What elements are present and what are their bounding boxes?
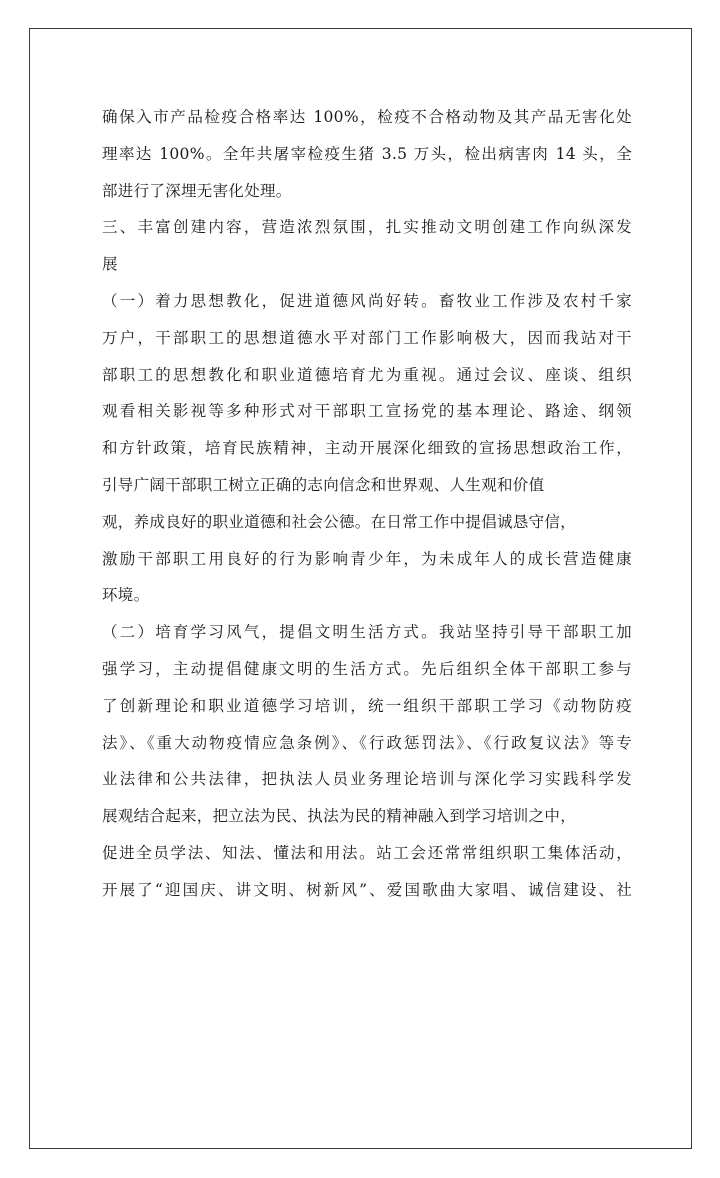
text-line: 观，养成良好的职业道德和社会公德。在日常工作中提倡诚恳守信， (102, 512, 577, 531)
text-line: 了创新理论和职业道德学习培训，统一组织干部职工学习《动物防疫 (102, 696, 632, 715)
text-line: 环境。 (102, 586, 150, 605)
text-line: 确保入市产品检疫合格率达 100%，检疫不合格动物及其产品无害化处 (102, 108, 632, 126)
text-line: 观看相关影视等多种形式对干部职工宣扬党的基本理论、路途、纲领 (102, 402, 632, 421)
text-line: （二）培育学习风气，提倡文明生活方式。我站坚持引导干部职工加 (102, 623, 632, 642)
text-line: （一）着力思想教化，促进道德风尚好转。畜牧业工作涉及农村千家 (102, 291, 632, 310)
document-body (102, 99, 632, 909)
text-line: 开展了“迎国庆、讲文明、树新风”、爱国歌曲大家唱、诚信建设、社 (102, 880, 632, 899)
text-line: 引导广阔干部职工树立正确的志向信念和世界观、人生观和价值 (102, 475, 545, 494)
text-line: 展 (102, 255, 118, 274)
text-line: 法》、《重大动物疫情应急条例》、《行政惩罚法》、《行政复议法》等专 (102, 733, 632, 752)
text-line: 强学习，主动提倡健康文明的生活方式。先后组织全体干部职工参与 (102, 659, 632, 678)
text-line: 部进行了深埋无害化处理。 (102, 181, 292, 200)
text-line: 理率达 100%。全年共屠宰检疫生猪 3.5 万头，检出病害肉 14 头，全 (102, 144, 632, 163)
text-line: 促进全员学法、知法、懂法和用法。站工会还常常组织职工集体活动， (102, 843, 632, 862)
text-line: 业法律和公共法律，把执法人员业务理论培训与深化学习实践科学发 (102, 770, 632, 789)
text-line: 三、丰富创建内容，营造浓烈氛围，扎实推动文明创建工作向纵深发 (102, 218, 632, 237)
text-line: 和方针政策，培育民族精神，主动开展深化细致的宣扬思想政治工作， (102, 439, 632, 458)
text-line: 展观结合起来，把立法为民、执法为民的精神融入到学习培训之中， (102, 807, 577, 826)
text-line: 万户，干部职工的思想道德水平对部门工作影响极大，因而我站对干 (102, 328, 632, 347)
text-line: 部职工的思想教化和职业道德培育尤为重视。通过会议、座谈、组织 (102, 365, 632, 384)
text-line: 激励干部职工用良好的行为影响青少年，为未成年人的成长营造健康 (102, 549, 632, 568)
